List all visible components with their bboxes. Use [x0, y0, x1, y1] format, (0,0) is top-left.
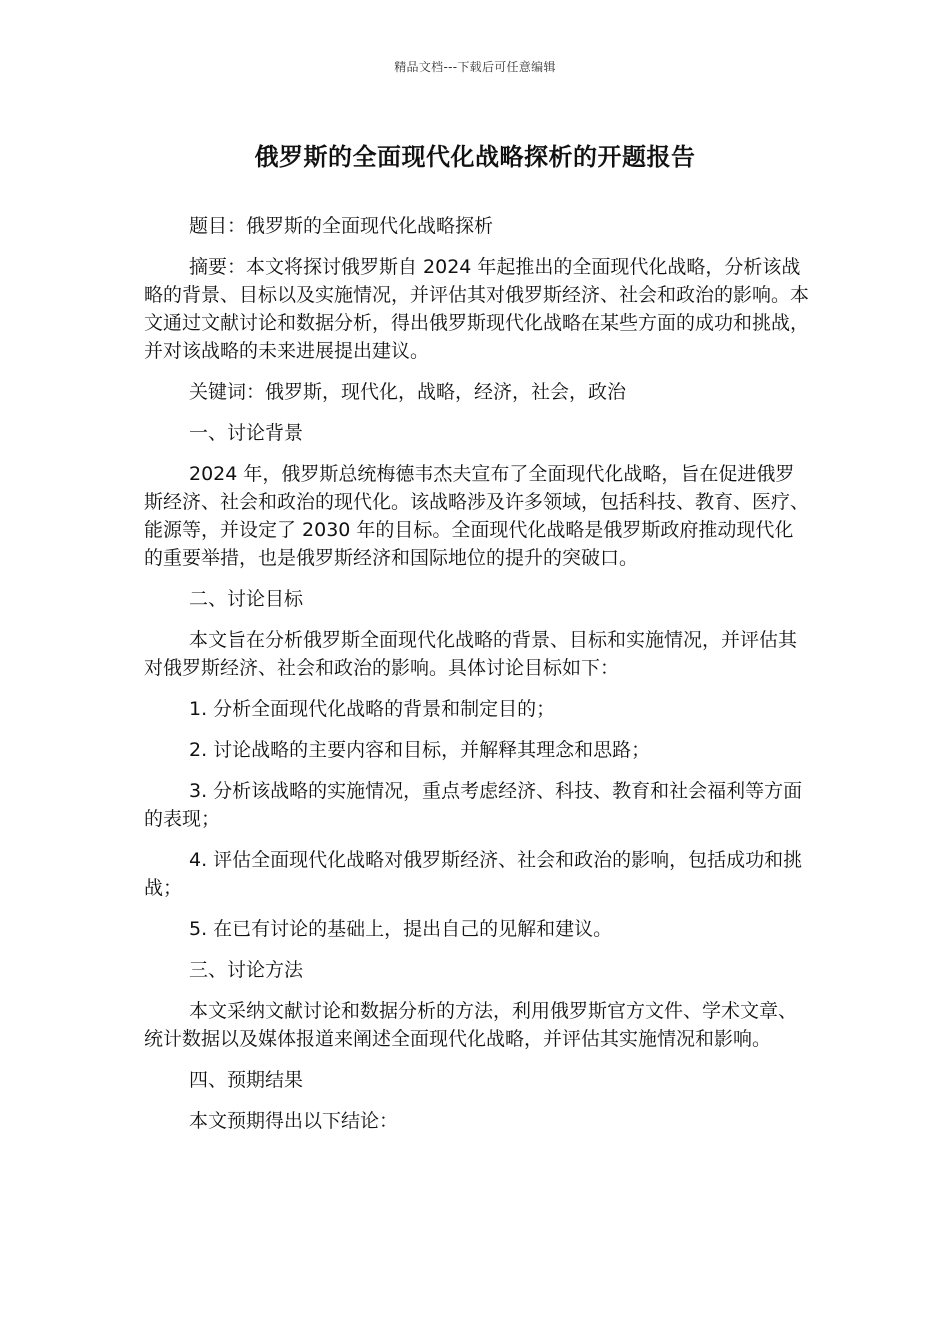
- paragraph-method: 本文采纳文献讨论和数据分析的方法，利用俄罗斯官方文件、学术文章、统计数据以及媒体报道来阐述全面现代化战略，并评估其实施情况和影响。: [144, 1000, 798, 1050]
- paragraph-keywords: 关键词：俄罗斯，现代化，战略，经济，社会，政治: [189, 381, 627, 403]
- document-title: 俄罗斯的全面现代化战略探析的开题报告: [254, 143, 696, 171]
- goal-item-4: 4. 评估全面现代化战略对俄罗斯经济、社会和政治的影响，包括成功和挑战；: [144, 849, 803, 899]
- paragraph-abstract: 摘要：本文将探讨俄罗斯自 2024 年起推出的全面现代化战略，分析该战略的背景、目标以及实施情况，并评估其对俄罗斯经济、社会和政治的影响。本文通过文献讨论和数据分析，得出俄罗斯现代化战略在某些方面的成功和挑战，并对该战略的未来进展提出建议。: [144, 256, 810, 362]
- goal-item-2: 2. 讨论战略的主要内容和目标，并解释其理念和思路；: [189, 739, 651, 761]
- section-heading-background: 一、讨论背景: [189, 422, 304, 444]
- header-note: 精品文档---下载后可任意编辑: [394, 60, 556, 74]
- section-heading-method: 三、讨论方法: [189, 959, 304, 981]
- section-heading-goals: 二、讨论目标: [189, 588, 304, 610]
- paragraph-results: 本文预期得出以下结论：: [189, 1110, 399, 1132]
- paragraph-subject: 题目：俄罗斯的全面现代化战略探析: [189, 215, 494, 237]
- section-heading-results: 四、预期结果: [189, 1069, 304, 1091]
- paragraph-goals-intro: 本文旨在分析俄罗斯全面现代化战略的背景、目标和实施情况，并评估其对俄罗斯经济、社会和政治的影响。具体讨论目标如下：: [144, 629, 798, 679]
- goal-item-1: 1. 分析全面现代化战略的背景和制定目的；: [189, 698, 556, 720]
- paragraph-background: 2024 年，俄罗斯总统梅德韦杰夫宣布了全面现代化战略，旨在促进俄罗斯经济、社会和政治的现代化。该战略涉及许多领域，包括科技、教育、医疗、能源等，并设定了 2030 年的目标。全面现代化战略是俄罗斯政府推动现代化的重要举措，也是俄罗斯经济和国际地位的提升的突破口。: [144, 463, 810, 569]
- document-body: [144, 212, 810, 1148]
- goal-item-5: 5. 在已有讨论的基础上，提出自己的见解和建议。: [189, 918, 613, 940]
- goal-item-3: 3. 分析该战略的实施情况，重点考虑经济、科技、教育和社会福利等方面的表现；: [144, 780, 803, 830]
